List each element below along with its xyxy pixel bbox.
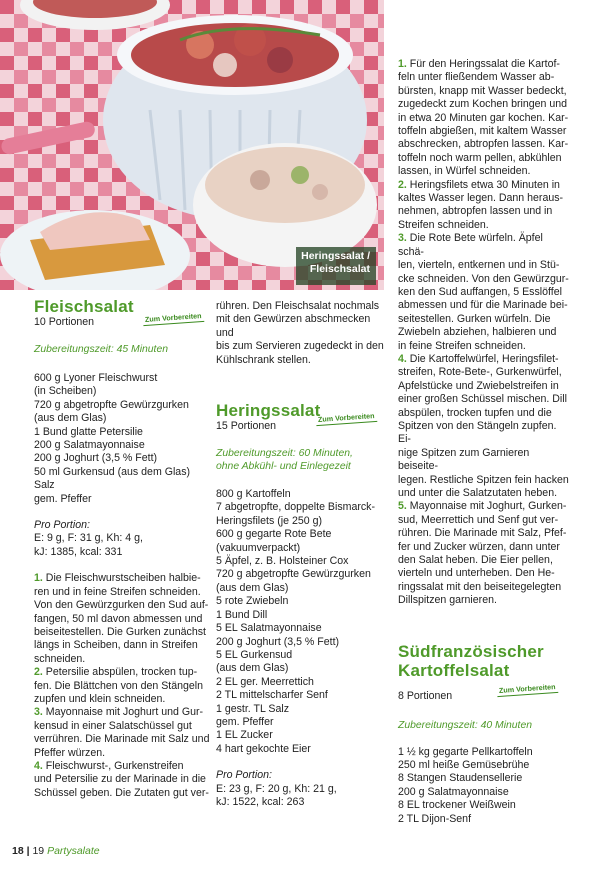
step-text: fer und Zucker würzen, dann unter bbox=[398, 540, 560, 553]
ingredient: 200 g Salatmayonnaise bbox=[398, 785, 509, 798]
prep-time: ohne Abkühl- und Einlegezeit bbox=[216, 461, 351, 473]
step-text: Fleischwurst-, Gurkenstreifen bbox=[45, 759, 184, 772]
step-text: längs in Scheiben, dann in Streifen bbox=[34, 639, 198, 652]
step-text: und unter die Salatzutaten heben. bbox=[398, 487, 558, 499]
ingredient: (aus dem Glas) bbox=[216, 662, 289, 675]
step-number: 3. bbox=[398, 232, 407, 245]
ingredient: 720 g abgetropfte Gewürzgurken bbox=[216, 568, 371, 581]
recipe-title: Heringssalat bbox=[216, 401, 321, 421]
step-text: len, vierteln, entkernen und in Stü- bbox=[398, 259, 560, 272]
step-text: streifen, Rote-Bete-, Gurkenwürfel, bbox=[398, 366, 562, 379]
step-number: 2. bbox=[34, 666, 43, 679]
ingredient: 800 g Kartoffeln bbox=[216, 488, 291, 501]
step-text: seitestellen. Gurken würfeln. Die bbox=[398, 312, 551, 325]
ingredient: Heringsfilets (je 250 g) bbox=[216, 514, 322, 527]
column-right bbox=[398, 58, 570, 826]
step bbox=[398, 232, 570, 353]
step-text: schneiden. bbox=[34, 652, 86, 665]
prepare-ahead-tag: Zum Vorbereiten bbox=[143, 311, 204, 326]
step-text: Apfelstücke und Zwiebelstreifen in bbox=[398, 379, 559, 392]
column-middle bbox=[216, 300, 388, 809]
step-text: fen. Die Blättchen von den Stängeln bbox=[34, 679, 204, 692]
step-number: 2. bbox=[398, 178, 407, 191]
recipe-portions: 15 Portionen bbox=[216, 420, 277, 433]
step bbox=[398, 353, 570, 500]
step-text: ren und in feine Streifen schneiden. bbox=[34, 585, 201, 598]
ingredient: 2 EL ger. Meerrettich bbox=[216, 675, 314, 688]
ingredient: 250 ml heiße Gemüsebrühe bbox=[398, 759, 530, 772]
step bbox=[398, 58, 570, 179]
section-name: Partysalate bbox=[47, 845, 100, 857]
step-text: toffeln noch warm pellen, abkühlen bbox=[398, 151, 562, 164]
ingredient: 600 g gegarte Rote Bete bbox=[216, 528, 332, 541]
continuation-text: mit den Gewürzen abschmecken und bbox=[216, 313, 371, 339]
page-number-right: 19 bbox=[32, 845, 45, 857]
step-text: lassen, in Würfel schneiden. bbox=[398, 165, 531, 178]
step-text: Zwiebeln abziehen, halbieren und bbox=[398, 326, 557, 339]
prep-time: Zubereitungszeit: 40 Minuten bbox=[398, 719, 533, 731]
step-text: kaltes Wasser legen. Dann heraus- bbox=[398, 192, 564, 205]
ingredient: 1 EL Zucker bbox=[216, 729, 273, 742]
nutrition-line: kJ: 1385, kcal: 331 bbox=[34, 545, 123, 558]
page-divider: | bbox=[23, 845, 33, 857]
ingredient: 200 g Joghurt (3,5 % Fett) bbox=[216, 635, 340, 648]
ingredient: 1 ½ kg gegarte Pellkartoffeln bbox=[398, 745, 533, 758]
step-text: in etwa 20 Minuten gar kochen. Kar- bbox=[398, 111, 569, 124]
page-number-left: 18 bbox=[12, 845, 24, 857]
ingredient: 7 abgetropfte, doppelte Bismarck- bbox=[216, 501, 375, 514]
step-number: 1. bbox=[34, 572, 43, 585]
ingredient: 8 Stangen Staudensellerie bbox=[398, 772, 523, 785]
continuation-text: rühren. Den Fleischsalat nochmals bbox=[216, 300, 380, 312]
step-text: Schüssel geben. Die Zutaten gut ver- bbox=[34, 786, 209, 799]
prep-time: Zubereitungszeit: 60 Minuten, bbox=[216, 448, 353, 460]
step-text: abschrecken, abtropfen lassen. Kar- bbox=[398, 138, 569, 151]
step-text: den Salat heben. Die Eier pellen, bbox=[398, 554, 553, 567]
prepare-ahead-tag: Zum Vorbereiten bbox=[316, 411, 377, 426]
step-number: 3. bbox=[34, 706, 43, 719]
ingredient: 4 hart gekochte Eier bbox=[216, 742, 311, 755]
step-text: Streifen schneiden. bbox=[398, 218, 489, 231]
recipe-title-line-2: Kartoffelsalat bbox=[398, 660, 510, 680]
ingredient: gem. Pfeffer bbox=[34, 492, 92, 505]
step-text: bürsten, knapp mit Wasser bedeckt, bbox=[398, 84, 567, 97]
step-text: Für den Heringssalat die Kartof- bbox=[409, 58, 560, 70]
step-text: beiseitestellen. Die Gurken zunächst bbox=[34, 625, 206, 638]
ingredient: 600 g Lyoner Fleischwurst bbox=[34, 372, 158, 384]
caption-line-1: Heringssalat / bbox=[301, 250, 370, 262]
caption-line-2: Fleischsalat bbox=[309, 263, 370, 275]
step-text: ringssalat mit den beiseitegelegten bbox=[398, 580, 562, 593]
ingredient: 1 gestr. TL Salz bbox=[216, 702, 290, 715]
step-number: 5. bbox=[398, 500, 407, 513]
page-footer bbox=[12, 845, 100, 857]
recipe-portions: 8 Portionen bbox=[398, 689, 453, 702]
step bbox=[398, 179, 570, 233]
step-text: vierteln und unterheben. Den He- bbox=[398, 567, 555, 580]
step-text: ken den Sud auffangen, 5 Esslöffel bbox=[398, 285, 562, 298]
step-text: toffeln abgießen, mit kaltem Wasser bbox=[398, 125, 567, 138]
ingredient: 5 Äpfel, z. B. Holsteiner Cox bbox=[216, 555, 349, 568]
step bbox=[398, 500, 570, 607]
step-text: Dillspitzen garnieren. bbox=[398, 594, 497, 607]
step-text: zupfen und klein schneiden. bbox=[34, 692, 166, 705]
ingredient: 5 EL Salatmayonnaise bbox=[216, 622, 322, 635]
ingredient: Salz bbox=[34, 479, 55, 492]
ingredient: 5 rote Zwiebeln bbox=[216, 595, 289, 608]
step-text: einer großen Schüssel mischen. Dill bbox=[398, 393, 567, 406]
recipe-title: Fleischsalat bbox=[34, 297, 134, 316]
continuation-text: Kühlschrank stellen. bbox=[216, 353, 311, 366]
step-text: Die Kartoffelwürfel, Heringsfilet- bbox=[409, 352, 559, 365]
step-text: kensud in einer Salatschüssel gut bbox=[34, 719, 192, 732]
step-text: abspülen, trocken tupfen und die bbox=[398, 406, 552, 419]
ingredient: (vakuumverpackt) bbox=[216, 541, 301, 554]
nutrition-line: kJ: 1522, kcal: 263 bbox=[216, 795, 305, 808]
ingredient: 2 TL mittelscharfer Senf bbox=[216, 689, 328, 702]
step-text: legen. Restliche Spitzen fein hacken bbox=[398, 473, 569, 486]
step-number: 4. bbox=[398, 352, 407, 365]
ingredient: (in Scheiben) bbox=[34, 385, 97, 398]
step bbox=[34, 760, 214, 800]
step-text: zugedeckt zum Kochen bringen und bbox=[398, 98, 568, 111]
nutrition-line: E: 9 g, F: 31 g, Kh: 4 g, bbox=[34, 532, 143, 545]
ingredient-list bbox=[216, 488, 388, 756]
step-text: Die Rote Bete würfeln. Äpfel schä- bbox=[398, 232, 543, 258]
step-text: nehmen, abtropfen lassen und in bbox=[398, 205, 553, 218]
recipe-portions: 10 Portionen bbox=[34, 316, 95, 328]
recipe-photo bbox=[0, 0, 384, 290]
nutrition-title: Pro Portion: bbox=[34, 519, 90, 532]
step-text: Mayonnaise mit Joghurt, Gurken- bbox=[409, 500, 567, 513]
step-text: in feine Streifen schneiden. bbox=[398, 339, 526, 352]
step-text: Mayonnaise mit Joghurt und Gur- bbox=[45, 706, 204, 719]
nutrition-line: E: 23 g, F: 20 g, Kh: 21 g, bbox=[216, 782, 337, 795]
step-text: feln unter fließendem Wasser ab- bbox=[398, 71, 555, 84]
photo-caption bbox=[296, 247, 376, 285]
step-text: Spitzen von den Stängeln zupfen. Ei- bbox=[398, 419, 557, 446]
step-text: Die Fleischwurstscheiben halbie- bbox=[45, 572, 201, 585]
step-text: Pfeffer würzen. bbox=[34, 746, 106, 759]
ingredient: gem. Pfeffer bbox=[216, 715, 274, 728]
continuation-text: bis zum Servieren zugedeckt in den bbox=[216, 340, 384, 353]
ingredient-list bbox=[34, 372, 214, 506]
recipe-title-line-1: Südfranzösischer bbox=[398, 641, 544, 661]
ingredient: 1 Bund Dill bbox=[216, 608, 268, 621]
ingredient: 720 g abgetropfte Gewürzgurken bbox=[34, 398, 189, 411]
step bbox=[34, 572, 214, 666]
prepare-ahead-tag: Zum Vorbereiten bbox=[497, 682, 558, 697]
prep-time: Zubereitungszeit: 45 Minuten bbox=[34, 344, 169, 355]
ingredient: 50 ml Gurkensud (aus dem Glas) bbox=[34, 465, 191, 478]
step-text: abmessen und für die Marinade bei- bbox=[398, 299, 568, 312]
nutrition-title: Pro Portion: bbox=[216, 769, 272, 782]
ingredient: 5 EL Gurkensud bbox=[216, 648, 293, 661]
ingredient-list bbox=[398, 746, 570, 826]
ingredient: 200 g Salatmayonnaise bbox=[34, 439, 145, 452]
step-text: sud, Meerrettich und Senf gut ver- bbox=[398, 513, 559, 526]
step-text: verrühren. Die Marinade mit Salz und bbox=[34, 733, 210, 746]
ingredient: (aus dem Glas) bbox=[34, 412, 107, 425]
step-number: 4. bbox=[34, 759, 43, 772]
ingredient: 2 TL Dijon-Senf bbox=[398, 812, 472, 825]
step-text: Von den Gewürzgurken den Sud auf- bbox=[34, 599, 209, 612]
step bbox=[34, 706, 214, 760]
step-number: 1. bbox=[398, 58, 407, 70]
ingredient: 8 EL trockener Weißwein bbox=[398, 799, 516, 812]
ingredient: (aus dem Glas) bbox=[216, 581, 289, 594]
step-text: Petersilie abspülen, trocken tup- bbox=[45, 666, 198, 679]
step-text: nige Spitzen zum Garnieren beiseite- bbox=[398, 446, 530, 473]
step-text: Heringsfilets etwa 30 Minuten in bbox=[409, 178, 560, 191]
ingredient: 200 g Joghurt (3,5 % Fett) bbox=[34, 452, 158, 465]
step-text: cke schneiden. Von den Gewürzgur- bbox=[398, 272, 569, 285]
ingredient: 1 Bund glatte Petersilie bbox=[34, 425, 143, 438]
fleischsalat-recipe bbox=[34, 297, 214, 800]
step-text: und Petersilie zu der Marinade in die bbox=[34, 773, 206, 786]
step-text: rühren. Die Marinade mit Salz, Pfef- bbox=[398, 527, 567, 540]
step bbox=[34, 666, 214, 706]
step-text: fangen, 50 ml davon abmessen und bbox=[34, 612, 203, 625]
